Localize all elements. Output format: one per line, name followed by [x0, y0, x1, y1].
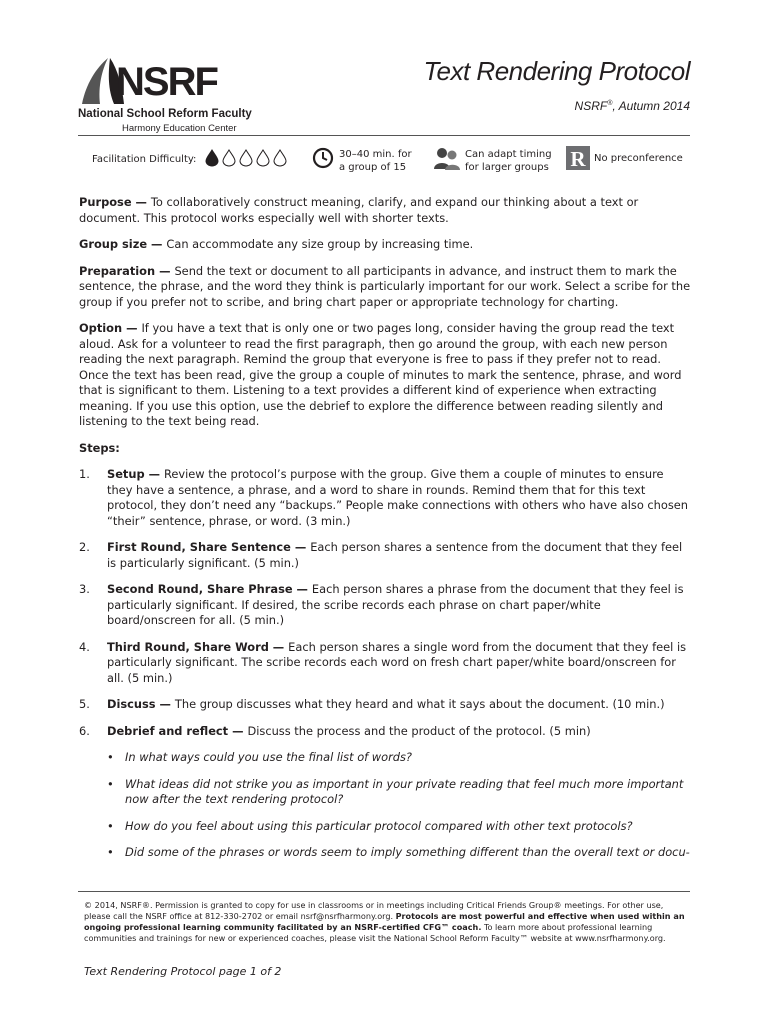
step-item [79, 697, 691, 713]
protocol-body [79, 195, 691, 860]
group-size-paragraph [79, 237, 691, 253]
adapt-timing [465, 148, 552, 174]
footer-bold-text: Protocols are most powerful and effective when used within an ongoing professional learning community facilitated by an NSRF-certified CFG™ coach. [84, 911, 685, 932]
step-number: 2. [79, 540, 90, 554]
step-item [79, 540, 691, 571]
step-text: Each person shares a sentence from the document that they feel is particularly significant. (5 min.) [107, 540, 683, 570]
page-number-label: Text Rendering Protocol page 1 of 2 [84, 965, 282, 978]
edition-line [575, 99, 690, 113]
step-item [79, 724, 691, 740]
footer-text-1: © 2014, NSRF®. Permission is granted to copy for use in classrooms or in meetings including Critical Friends Group® meetings. For other use, please call the NSRF office at 812-330-2702 or email nsrf@nsrfharmony.org. [84, 900, 664, 921]
org-subtitle: Harmony Education Center [122, 123, 237, 134]
copyright-footer [84, 900, 688, 944]
step-label: Debrief and reflect — [107, 723, 248, 738]
time-estimate [339, 148, 412, 174]
step-number: 1. [79, 467, 90, 481]
org-name: National School Reform Faculty [78, 108, 252, 120]
group-people-icon [433, 147, 461, 171]
group-size-label: Group size — [79, 237, 167, 251]
step-number: 3. [79, 582, 90, 596]
page-title: Text Rendering Protocol [423, 56, 690, 86]
debrief-question: • What ideas did not strike you as important in your private reading that feel much more important now after the text rendering protocol? [107, 777, 691, 808]
step-label: First Round, Share Sentence — [107, 540, 311, 554]
step-number: 5. [79, 697, 90, 711]
drop-icon [223, 150, 235, 166]
step-text: Discuss the process and the product of the protocol. (5 min) [247, 723, 591, 738]
difficulty-drops [204, 149, 290, 167]
logo-wordmark: NSRF [116, 60, 217, 104]
step-text: Review the protocol’s purpose with the group. Give them a couple of minutes to ensure they have a sentence, a phrase, and a word to share in rounds. Remind them that for this text protocol, they don’t need any “backups.” People make connections with others who have also chosen “their” sentence, phrase, or word. (3 min.) [107, 467, 689, 528]
debrief-questions [79, 750, 691, 860]
purpose-paragraph [79, 195, 691, 226]
no-preconference-icon [566, 146, 590, 170]
step-item [79, 582, 691, 629]
step-number: 4. [79, 639, 90, 654]
step-label: Second Round, Share Phrase — [107, 582, 312, 596]
debrief-question: • Did some of the phrases or words seem to imply something different than the overall text or docu- [107, 845, 691, 860]
edition-mark: ® [607, 100, 613, 107]
option-label: Option — [79, 321, 142, 335]
step-text: Each person shares a phrase from the document that they feel is particularly significant. If desired, the scribe records each phrase on chart paper/white board/onscreen for all. (5 min.) [107, 582, 684, 627]
drop-icon [206, 150, 218, 166]
step-label: Third Round, Share Word — [107, 639, 289, 654]
preparation-label: Preparation — [79, 263, 175, 278]
preparation-paragraph [79, 264, 691, 311]
option-text: If you have a text that is only one or two pages long, consider having the group read the text aloud. Ask for a volunteer to read the first paragraph, then go around the group, with each new person reading the next paragraph. Remind the group that everyone is free to pass if they prefer not to read. Once the text has been read, give the group a couple of minutes to mark the sentence, phrase, and word that is significant to them. Listening to a text provides a different kind of experience when extracting meaning. If you use this option, use the debrief to explore the difference between reading silently and listening to the text being read. [79, 321, 682, 428]
purpose-text: To collaboratively construct meaning, clarify, and expand our thinking about a text or document. This protocol works especially well with shorter texts. [79, 195, 639, 225]
header-divider [78, 135, 690, 136]
footer-divider [78, 891, 690, 892]
edition-org: NSRF [574, 99, 608, 113]
difficulty-label: Facilitation Difficulty: [92, 154, 197, 165]
debrief-question: • How do you feel about using this particular protocol compared with other text protocols? [107, 819, 691, 835]
drop-icon [274, 150, 286, 166]
step-number: 6. [79, 723, 90, 738]
step-label: Setup — [107, 467, 164, 481]
adapt-line-2: for larger groups [465, 162, 549, 173]
drop-icon [257, 150, 269, 166]
step-label: Discuss — [107, 697, 175, 711]
steps-list [79, 467, 691, 739]
time-line-1: 30–40 min. for [339, 149, 412, 160]
step-item [79, 467, 691, 529]
step-text: The group discusses what they heard and what it says about the document. (10 min.) [174, 697, 665, 711]
conference-icon-letter: R [570, 147, 586, 170]
nsrf-logo [78, 56, 252, 136]
preparation-text: Send the text or document to all participants in advance, and instruct them to mark the sentence, the phrase, and the word they think is particularly important for our work. Select a scribe for the group if you prefer not to scribe, and bring chart paper or appropriate technology for charting. [79, 263, 691, 309]
time-line-2: a group of 15 [339, 162, 407, 173]
step-item [79, 640, 691, 687]
footer-text-2: To learn more about professional learning communities and trainings for new or experienced coaches, please visit the National School Reform Faculty™ website at www.nsrfharmony.org. [84, 922, 666, 943]
adapt-line-1: Can adapt timing [465, 149, 552, 160]
option-paragraph [79, 321, 691, 430]
step-text: Each person shares a single word from the document that they feel is particularly significant. The scribe records each word on fresh chart paper/white board/onscreen for all. (5 min.) [107, 639, 687, 685]
purpose-label: Purpose — [79, 195, 151, 209]
group-size-text: Can accommodate any size group by increasing time. [166, 237, 474, 251]
steps-heading: Steps: [79, 440, 120, 455]
drop-icon [240, 150, 252, 166]
edition-season: , Autumn 2014 [612, 99, 690, 113]
preconference-note: No preconference [594, 153, 683, 164]
clock-icon [312, 147, 334, 169]
debrief-question: • In what ways could you use the final list of words? [107, 750, 691, 766]
